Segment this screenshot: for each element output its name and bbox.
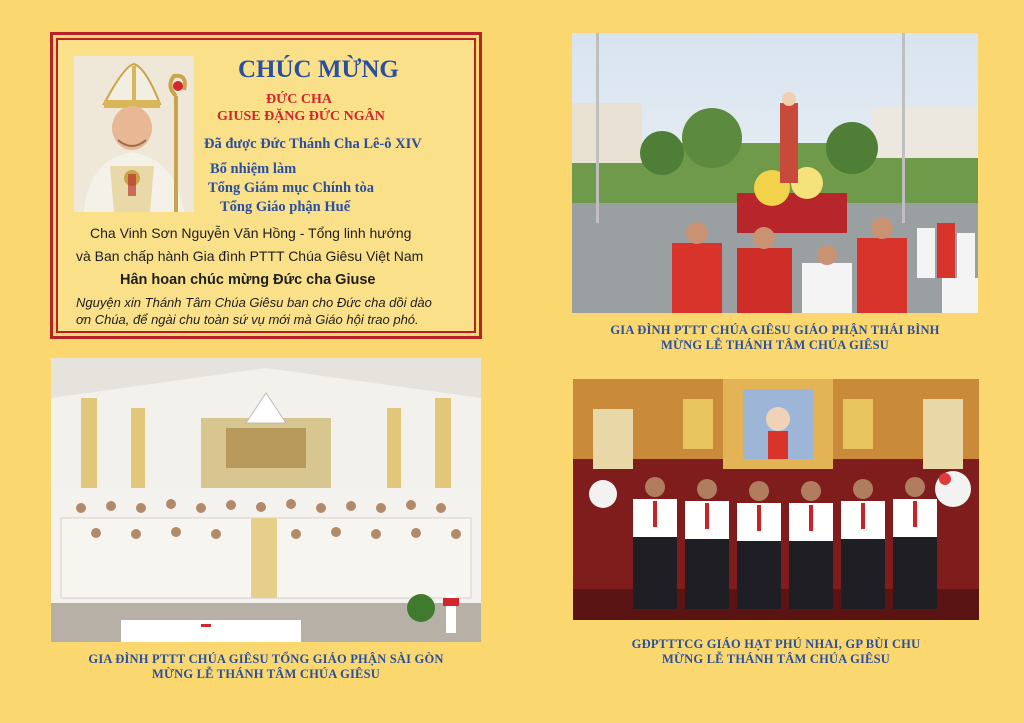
card-prayer-line1: Nguyện xin Thánh Tâm Chúa Giêsu ban cho Đức cha dồi dào [76, 295, 432, 310]
card-role-line2: Tổng Giáo phận Huế [220, 199, 351, 215]
caption-sai-gon [51, 652, 481, 682]
bishop-portrait [74, 56, 194, 212]
card-title-line1: ĐỨC CHA [266, 92, 332, 107]
photo-phu-nhai-altar-group [573, 379, 979, 620]
card-named-line: Bổ nhiệm làm [210, 161, 297, 177]
card-title-line2: GIUSE ĐẶNG ĐỨC NGÂN [217, 109, 385, 124]
caption-phu-nhai [573, 637, 979, 667]
congratulation-card [50, 32, 482, 339]
card-sender-line1: Cha Vinh Sơn Nguyễn Văn Hồng - Tổng linh hướng [90, 225, 412, 241]
caption-thai-binh [572, 323, 978, 353]
card-congrats-line: Hân hoan chúc mừng Đức cha Giuse [120, 272, 376, 288]
card-role-line1: Tổng Giám mục Chính tòa [208, 180, 374, 196]
card-heading: CHÚC MỪNG [238, 56, 399, 83]
caption-phu-nhai-line2: MỪNG LỄ THÁNH TÂM CHÚA GIÊSU [662, 652, 890, 666]
caption-sai-gon-line1: GIA ĐÌNH PTTT CHÚA GIÊSU TỔNG GIÁO PHẬN SÀI GÒN [88, 652, 444, 666]
card-sender-line2: và Ban chấp hành Gia đình PTTT Chúa Giêsu Việt Nam [76, 248, 424, 264]
caption-sai-gon-line2: MỪNG LỄ THÁNH TÂM CHÚA GIÊSU [152, 667, 380, 681]
card-appointed-line: Đã được Đức Thánh Cha Lê-ô XIV [204, 136, 422, 152]
caption-thai-binh-line1: GIA ĐÌNH PTTT CHÚA GIÊSU GIÁO PHẬN THÁI BÌNH [610, 323, 940, 337]
photo-sai-gon-church-group [51, 358, 481, 642]
photo-thai-binh-procession [572, 33, 978, 313]
caption-thai-binh-line2: MỪNG LỄ THÁNH TÂM CHÚA GIÊSU [661, 338, 889, 352]
card-prayer-line2: ơn Chúa, để ngài chu toàn sứ vụ mới mà Giáo hội trao phó. [76, 312, 419, 327]
caption-phu-nhai-line1: GĐPTTTCG GIÁO HẠT PHÚ NHAI, GP BÙI CHU [631, 637, 921, 651]
card-inner-frame [56, 38, 476, 333]
